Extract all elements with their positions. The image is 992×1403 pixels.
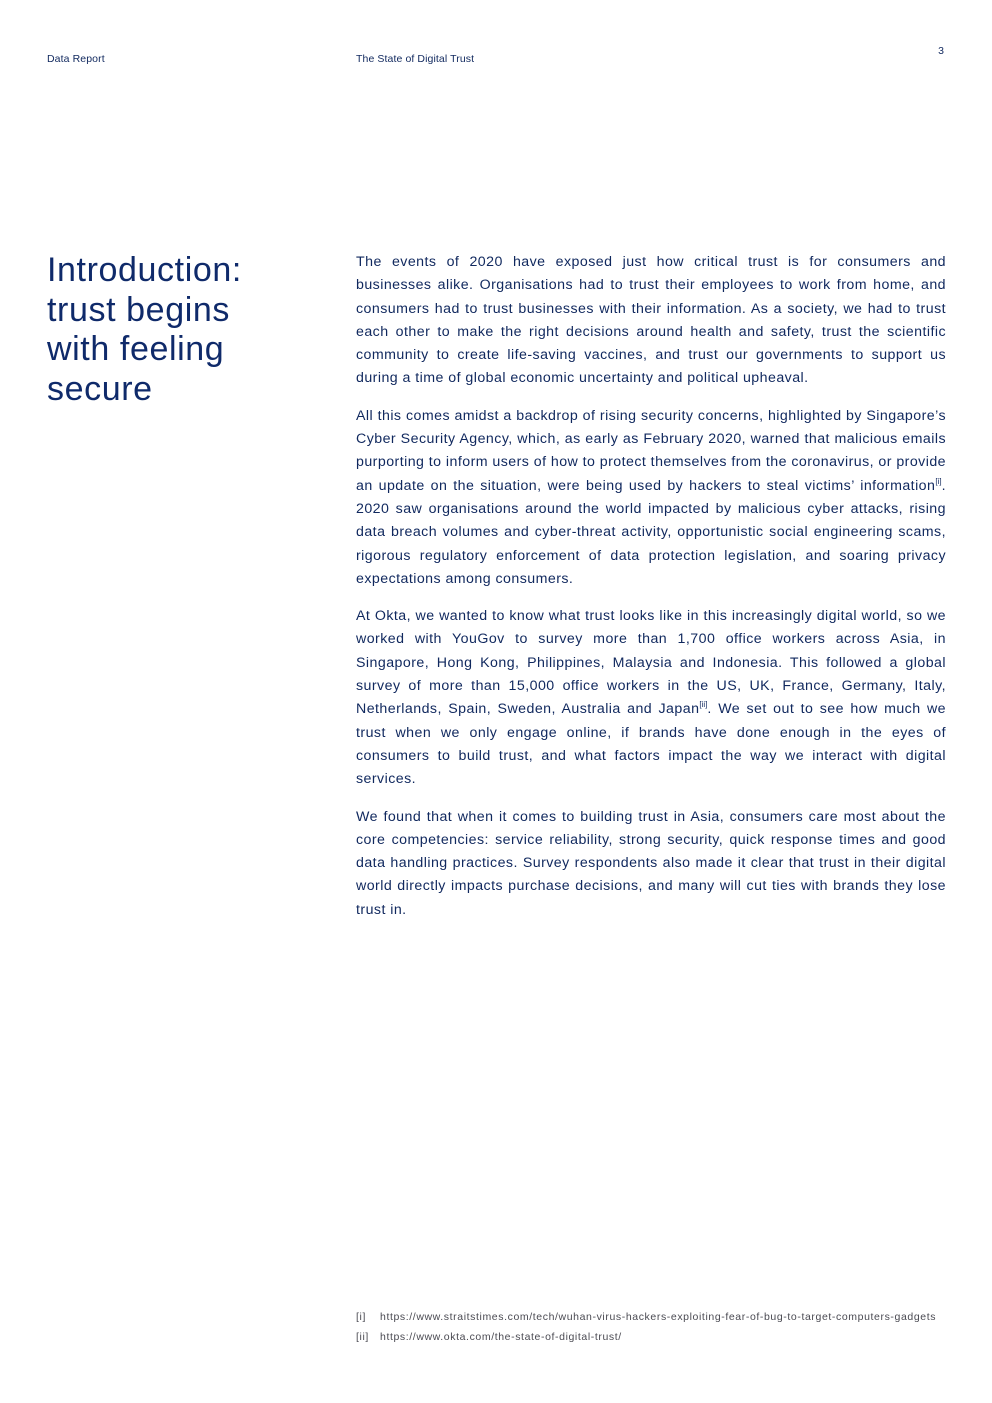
paragraph-security-concerns (356, 405, 946, 591)
paragraph-events-2020: The events of 2020 have exposed just how critical trust is for consumers and businesses alike. Organisations had to trust their employees to work from home, and consumers had to trust businesses with their information. As a society, we had to trust each other to make the right decisions around health and safety, trust the scientific community to create life-saving vaccines, and trust our governments to support us during a time of global economic uncertainty and political upheaval. (356, 254, 946, 387)
footnote-link[interactable]: https://www.straitstimes.com/tech/wuhan-virus-hackers-exploiting-fear-of-bug-to-target-computers-gadgets (380, 1311, 937, 1323)
page-number: 3 (938, 45, 944, 57)
section-title-line: secure (47, 369, 153, 408)
footnote-marker: [ii] (356, 1331, 369, 1343)
paragraph-text: At Okta, we wanted to know what trust looks like in this increasingly digital world, so we worked with YouGov to survey more than 1,700 office workers across Asia, in Singapore, Hong Kong, Philippines, Malaysia and Indonesia. This followed a global survey of more than 15,000 office workers in the US, UK, France, Germany, Italy, Netherlands, Spain, Sweden, Australia and Japan (356, 608, 946, 718)
paragraph-text: . 2020 saw organisations around the world impacted by malicious cyber attacks, rising data breach volumes and cyber-threat activity, opportunistic social engineering scams, rigorous regulatory enforcement of data protection legislation, and soaring privacy expectations among consumers. (356, 477, 946, 587)
footnote-link[interactable]: https://www.okta.com/the-state-of-digital-trust/ (380, 1331, 622, 1343)
paragraph-findings: We found that when it comes to building trust in Asia, consumers care most about the core competencies: service reliability, strong security, quick response times and good data handling practices. Survey respondents also made it clear that trust in their digital world directly impacts purchase decisions, and many will cut ties with brands they lose trust in. (356, 808, 946, 918)
report-type-label: Data Report (47, 53, 105, 65)
report-title-label: The State of Digital Trust (356, 53, 475, 65)
footnote-item (356, 1310, 946, 1325)
footnote-ref-i[interactable]: [i] (935, 476, 942, 486)
section-title (47, 251, 317, 409)
section-title-line: Introduction: (47, 251, 242, 289)
body-text (356, 251, 946, 936)
section-title-line: with feeling (47, 330, 225, 368)
paragraph-okta-survey (356, 605, 946, 791)
paragraph-text: All this comes amidst a backdrop of rising security concerns, highlighted by Singapore’s Cyber Security Agency, which, as early as February 2020, warned that malicious emails purporting to inform users of how to protect themselves from the coronavirus, or provide an update on the situation, were being used by hackers to steal victims’ information (356, 407, 947, 494)
paragraph-text: . We set out to see how much we trust when we only engage online, if brands have done enough in the eyes of consumers to build trust, and what factors impact the way we interact with digital services. (356, 701, 946, 788)
section-title-line: trust begins (47, 290, 230, 329)
footnote-marker: [i] (356, 1311, 366, 1323)
footnote-item (356, 1330, 946, 1345)
footnote-ref-ii[interactable]: [ii] (699, 700, 708, 710)
footnotes (356, 1310, 946, 1350)
